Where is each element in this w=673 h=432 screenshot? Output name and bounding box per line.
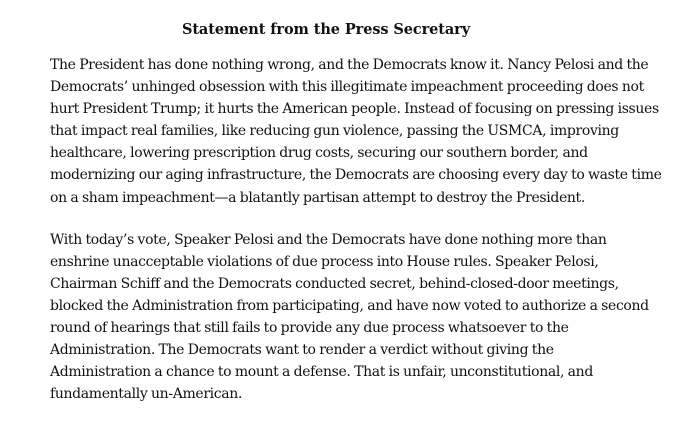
statement-title: Statement from the Press Secretary [181,21,471,38]
paragraph-line: modernizing our aging infrastructure, the Democrats are choosing every day to waste time [50,167,662,184]
paragraph-line: enshrine unacceptable violations of due process into House rules. Speaker Pelosi, [50,253,599,270]
paragraph-line: hurt President Trump; it hurts the American people. Instead of focusing on pressing issues [50,101,659,118]
paragraph-line: With today’s vote, Speaker Pelosi and the Democrats have done nothing more than [50,231,607,248]
paragraph-line: Democrats’ unhinged obsession with this illegitimate impeachment proceeding does not [50,79,644,96]
paragraph-2 [50,229,660,406]
paragraph-line: fundamentally un-American. [50,386,243,403]
paragraph-1 [50,54,660,209]
paragraph-line: on a sham impeachment—a blatantly partisan attempt to destroy the President. [50,189,585,206]
paragraph-line: Chairman Schiff and the Democrats conducted secret, behind-closed-door meetings, [50,275,619,292]
paragraph-line: that impact real families, like reducing gun violence, passing the USMCA, improving [50,123,619,140]
paragraph-line: blocked the Administration from participating, and have now voted to authorize a second [50,297,649,314]
paragraph-line: The President has done nothing wrong, and the Democrats know it. Nancy Pelosi and the [50,57,649,73]
paragraph-line: healthcare, lowering prescription drug costs, securing our southern border, and [50,145,588,162]
paragraph-line: round of hearings that still fails to provide any due process whatsoever to the [50,320,569,337]
paragraph-line: Administration a chance to mount a defense. That is unfair, unconstitutional, and [50,364,593,381]
paragraph-line: Administration. The Democrats want to render a verdict without giving the [50,342,554,359]
